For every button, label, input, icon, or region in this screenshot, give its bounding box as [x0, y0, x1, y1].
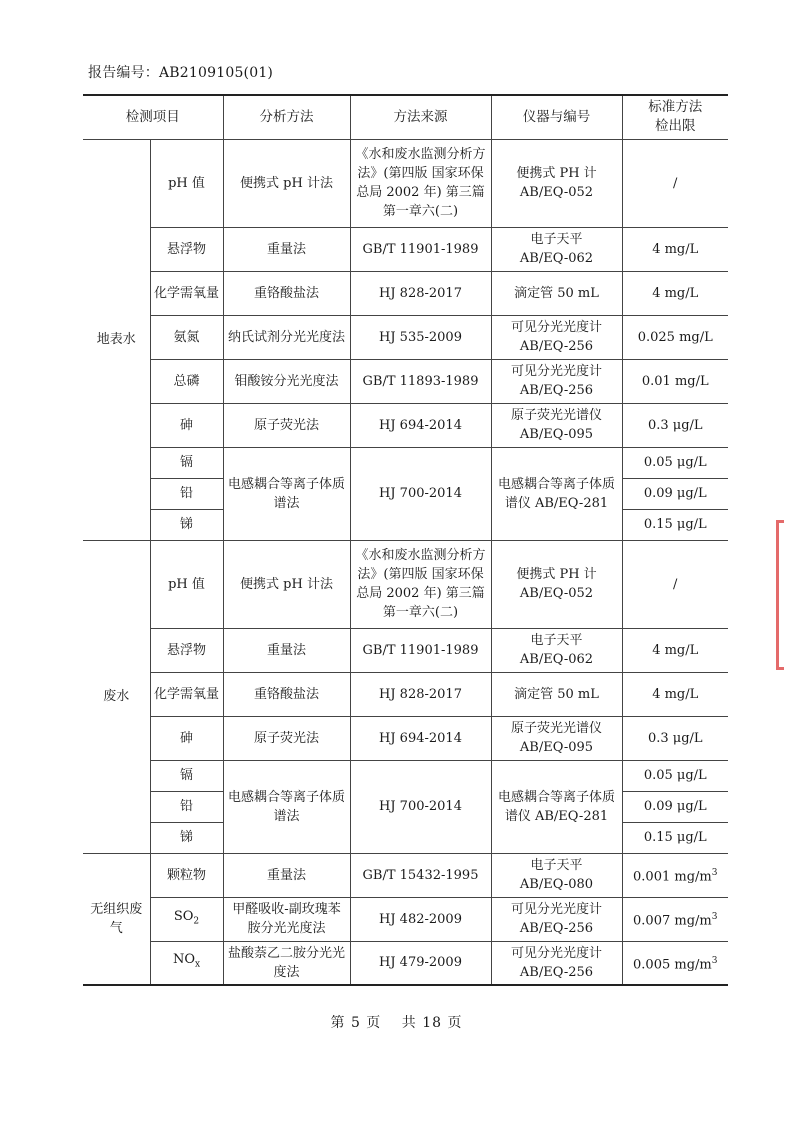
table-header-row [83, 95, 728, 139]
table-row [83, 227, 728, 271]
method-cell: 电感耦合等离子体质谱法 [223, 447, 350, 540]
table-row [83, 139, 728, 227]
source-cell: HJ 700-2014 [350, 760, 491, 853]
limit-cell: / [622, 139, 728, 227]
source-cell: HJ 694-2014 [350, 403, 491, 447]
source-cell: HJ 828-2017 [350, 271, 491, 315]
table-row [83, 403, 728, 447]
instrument-cell: 滴定管 50 mL [491, 672, 622, 716]
instrument-cell: 电感耦合等离子体质谱仪 AB/EQ-281 [491, 760, 622, 853]
item-cell: 悬浮物 [150, 227, 223, 271]
source-cell: GB/T 11901-1989 [350, 628, 491, 672]
detection-methods-table [83, 94, 728, 986]
item-cell: 砷 [150, 403, 223, 447]
instrument-cell: 可见分光光度计 AB/EQ-256 [491, 941, 622, 985]
table-row [83, 540, 728, 628]
item-cell: 镉 [150, 447, 223, 478]
category-cell: 废水 [83, 540, 150, 853]
source-cell: HJ 828-2017 [350, 672, 491, 716]
method-cell: 便携式 pH 计法 [223, 540, 350, 628]
limit-cell: 0.007 $mg/m^3$ [622, 897, 728, 941]
limit-cell: 4 mg/L [622, 628, 728, 672]
limit-cell: 0.09 μg/L [622, 791, 728, 822]
report-number: 报告编号：AB2109105(01) [88, 65, 274, 81]
source-cell: 《水和废水监测分析方法》(第四版 国家环保总局 2002 年) 第三篇第一章六(二) [350, 540, 491, 628]
method-cell: 原子荧光法 [223, 403, 350, 447]
limit-cell: 4 mg/L [622, 672, 728, 716]
column-header-method: 分析方法 [223, 95, 350, 139]
item-cell: 颗粒物 [150, 853, 223, 897]
method-cell: 甲醛吸收-副玫瑰苯胺分光光度法 [223, 897, 350, 941]
table-row [83, 672, 728, 716]
limit-cell: 0.3 μg/L [622, 716, 728, 760]
column-header-limit: 标准方法 检出限 [622, 95, 728, 139]
table-row [83, 716, 728, 760]
item-cell: pH 值 [150, 540, 223, 628]
limit-cell: 0.05 μg/L [622, 760, 728, 791]
source-cell: GB/T 11901-1989 [350, 227, 491, 271]
method-cell: 重铬酸盐法 [223, 271, 350, 315]
limit-cell: 0.005 $mg/m^3$ [622, 941, 728, 985]
limit-cell: 0.09 μg/L [622, 478, 728, 509]
item-cell: 化学需氧量 [150, 672, 223, 716]
limit-cell: 0.05 μg/L [622, 447, 728, 478]
seal-stamp-fragment [772, 520, 793, 670]
instrument-cell: 电子天平 AB/EQ-080 [491, 853, 622, 897]
table-row [83, 447, 728, 478]
instrument-cell: 原子荧光光谱仪 AB/EQ-095 [491, 403, 622, 447]
limit-cell: 0.025 mg/L [622, 315, 728, 359]
item-cell: $NO_x$ [150, 941, 223, 985]
method-cell: 重铬酸盐法 [223, 672, 350, 716]
item-cell: 锑 [150, 822, 223, 853]
instrument-cell: 原子荧光光谱仪 AB/EQ-095 [491, 716, 622, 760]
source-cell: HJ 479-2009 [350, 941, 491, 985]
limit-cell: 0.3 μg/L [622, 403, 728, 447]
instrument-cell: 便携式 PH 计 AB/EQ-052 [491, 139, 622, 227]
item-cell: 铅 [150, 478, 223, 509]
instrument-cell: 电感耦合等离子体质谱仪 AB/EQ-281 [491, 447, 622, 540]
limit-cell: 4 mg/L [622, 271, 728, 315]
table-row [83, 359, 728, 403]
item-cell: 氨氮 [150, 315, 223, 359]
instrument-cell: 滴定管 50 mL [491, 271, 622, 315]
table-row [83, 315, 728, 359]
method-cell: 便携式 pH 计法 [223, 139, 350, 227]
item-cell: 铅 [150, 791, 223, 822]
item-cell: 镉 [150, 760, 223, 791]
table-row [83, 941, 728, 985]
item-cell: 悬浮物 [150, 628, 223, 672]
item-cell: 锑 [150, 509, 223, 540]
column-header-item: 检测项目 [83, 95, 223, 139]
instrument-cell: 可见分光光度计 AB/EQ-256 [491, 359, 622, 403]
method-cell: 电感耦合等离子体质谱法 [223, 760, 350, 853]
source-cell: HJ 700-2014 [350, 447, 491, 540]
instrument-cell: 便携式 PH 计 AB/EQ-052 [491, 540, 622, 628]
limit-cell: 0.15 μg/L [622, 822, 728, 853]
source-cell: GB/T 11893-1989 [350, 359, 491, 403]
page-footer: 第 5 页 共 18 页 [330, 1015, 463, 1031]
limit-cell: 0.01 mg/L [622, 359, 728, 403]
source-cell: GB/T 15432-1995 [350, 853, 491, 897]
method-cell: 重量法 [223, 227, 350, 271]
item-cell: $SO_2$ [150, 897, 223, 941]
source-cell: HJ 535-2009 [350, 315, 491, 359]
column-header-instrument: 仪器与编号 [491, 95, 622, 139]
source-cell: HJ 482-2009 [350, 897, 491, 941]
table-row [83, 271, 728, 315]
instrument-cell: 电子天平 AB/EQ-062 [491, 227, 622, 271]
method-cell: 纳氏试剂分光光度法 [223, 315, 350, 359]
method-cell: 盐酸萘乙二胺分光光度法 [223, 941, 350, 985]
limit-cell: / [622, 540, 728, 628]
item-cell: 化学需氧量 [150, 271, 223, 315]
source-cell: HJ 694-2014 [350, 716, 491, 760]
category-cell: 地表水 [83, 139, 150, 540]
column-header-source: 方法来源 [350, 95, 491, 139]
item-cell: 总磷 [150, 359, 223, 403]
table-row [83, 628, 728, 672]
category-cell: 无组织废气 [83, 853, 150, 985]
method-cell: 原子荧光法 [223, 716, 350, 760]
method-cell: 重量法 [223, 853, 350, 897]
table-row [83, 897, 728, 941]
item-cell: 砷 [150, 716, 223, 760]
table-row [83, 853, 728, 897]
method-cell: 重量法 [223, 628, 350, 672]
method-cell: 钼酸铵分光光度法 [223, 359, 350, 403]
table-row [83, 760, 728, 791]
limit-cell: 0.15 μg/L [622, 509, 728, 540]
item-cell: pH 值 [150, 139, 223, 227]
limit-cell: 0.001 $mg/m^3$ [622, 853, 728, 897]
instrument-cell: 可见分光光度计 AB/EQ-256 [491, 897, 622, 941]
instrument-cell: 可见分光光度计 AB/EQ-256 [491, 315, 622, 359]
instrument-cell: 电子天平 AB/EQ-062 [491, 628, 622, 672]
limit-cell: 4 mg/L [622, 227, 728, 271]
source-cell: 《水和废水监测分析方法》(第四版 国家环保总局 2002 年) 第三篇第一章六(二) [350, 139, 491, 227]
